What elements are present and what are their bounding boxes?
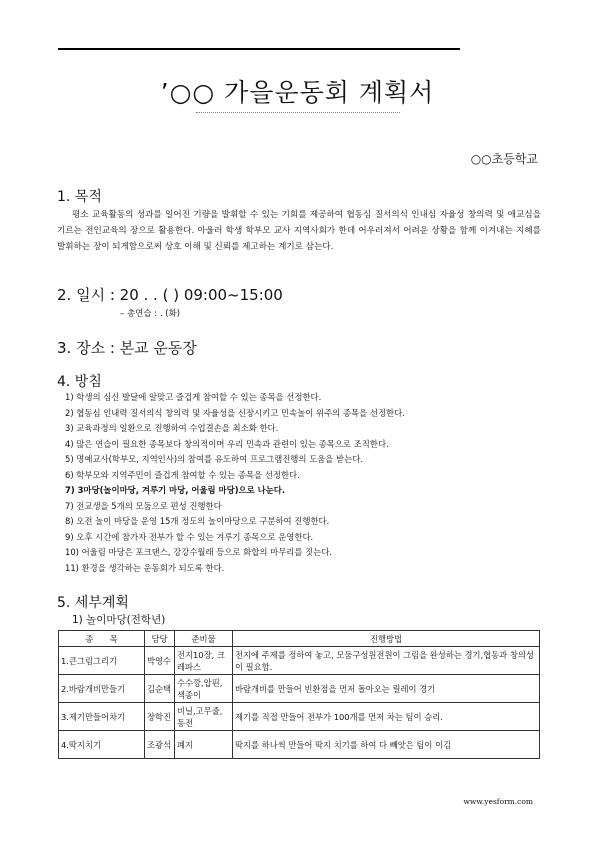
policy-item: 1) 학생의 심신 발달에 알맞고 즐겁게 참여할 수 있는 종목을 선정한다. — [65, 392, 322, 402]
school-name: ○○초등학교 — [470, 152, 538, 166]
column-header: 종 목 — [59, 631, 145, 647]
title-underline — [196, 112, 400, 113]
column-header: 진행방법 — [233, 631, 540, 647]
policy-item: 5) 명예교사(학부모, 지역인사)의 참여를 유도하여 프로그램진행의 도움을 받는다. — [65, 454, 363, 464]
table-row — [59, 647, 540, 675]
method-cell: 바람개비를 만들어 빈환점을 먼저 돌아오는 릴레이 경기 — [233, 675, 540, 703]
policy-item: 7) 전교생을 5개의 모둠으로 편성 진행한다 — [65, 500, 222, 511]
table-row — [59, 703, 540, 731]
date-heading: 2. 일시 : 20 . . ( ) 09:00~15:00 — [57, 286, 283, 304]
event-cell: 1.큰그림그리기 — [59, 647, 145, 675]
method-cell: 제기를 직접 만들어 전부가 100개를 먼저 차는 팀이 승리. — [233, 703, 540, 731]
method-cell: 전지에 주제를 정하여 놓고, 모둠구성원전원이 그림을 완성하는 경기,협동과 창의성이 필요함. — [233, 647, 540, 675]
teacher-cell: 조광석 — [145, 731, 175, 759]
policy-item: 4) 많은 연습이 필요한 종목보다 창의적이며 우리 민속과 관련이 있는 종목으로 조직한다. — [65, 438, 389, 449]
policy-item: 11) 환경을 생각하는 운동회가 되도록 한다. — [65, 562, 225, 573]
policy-item: 2) 협동심 인내력 질서의식 창의력 및 자율성을 신장시키고 민속놀이 위주의 종목을 선정한다. — [65, 407, 405, 418]
column-header: 준비물 — [175, 631, 233, 647]
rehearsal-note: – 총연습 : . (화) — [120, 309, 181, 319]
table-row — [59, 731, 540, 759]
policy-item: 3) 교육과정의 일환으로 진행하여 수업결손을 최소화 한다. — [65, 423, 279, 433]
detail-heading: 5. 세부계획 — [57, 595, 129, 611]
table-header-row — [59, 631, 540, 647]
purpose-heading: 1. 목적 — [57, 189, 102, 205]
teacher-cell: 장학진 — [145, 703, 175, 731]
place-heading: 3. 장소 : 본교 운동장 — [57, 339, 197, 357]
teacher-cell: 박영수 — [145, 647, 175, 675]
event-cell: 3.제기만들어차기 — [59, 703, 145, 731]
supplies-cell: 비닐,고무줄, 동전 — [175, 703, 233, 731]
event-cell: 2.바람개비만들기 — [59, 675, 145, 703]
supplies-cell: 전지10장, 크레파스 — [175, 647, 233, 675]
supplies-cell: 폐지 — [175, 731, 233, 759]
column-header: 담당 — [145, 631, 175, 647]
supplies-cell: 수수깡,압핀, 색종이 — [175, 675, 233, 703]
teacher-cell: 김순택 — [145, 675, 175, 703]
purpose-text: 평소 교육활동의 성과를 일어진 기량을 발휘할 수 있는 기회를 제공하여 협동심 질서의식 인내심 자율성 창의력 및 애교심을 기르는 전인교육의 장으로 활용한다. 아울러 학생 학부모 교사 지역사회가 한데 어우러져서 어려운 상황을 함께 이겨내는 지혜를 발휘하는 장이 되게함으로써 상호 이해 및 신뢰를 제고하는 계기로 삼는다. — [57, 210, 541, 252]
method-cell: 딱지를 하나씩 만들어 딱지 치기를 하여 다 빼앗은 팀이 이김 — [233, 731, 540, 759]
event-cell: 4.딱지치기 — [59, 731, 145, 759]
footer-url: www.yesform.com — [463, 797, 533, 806]
detail-subheading: 1) 놀이마당(전학년) — [72, 614, 166, 626]
policy-item: 9) 오후 시간에 참가자 전부가 할 수 있는 겨루기 종목으로 운영한다. — [65, 531, 314, 542]
policy-list — [65, 390, 405, 576]
policy-item: 10) 어울림 마당은 포크댄스, 강강수월래 등으로 화합의 마무리를 짓는다. — [65, 547, 333, 557]
top-rule — [58, 48, 460, 50]
document-title: ’○○ 가을운동회 계획서 — [160, 78, 435, 107]
table-row — [59, 675, 540, 703]
play-zone-table — [58, 630, 540, 759]
policy-item: 7) 3마당(놀이마당, 겨루기 마당, 어울림 마당)으로 나눈다. — [65, 485, 286, 495]
policy-heading: 4. 방침 — [57, 374, 102, 390]
policy-item: 6) 학부모와 지역주민이 즐겁게 참여할 수 있는 종목을 선정한다. — [65, 469, 300, 480]
policy-item: 8) 오전 놀이 마당을 운영 15개 정도의 놀이마당으로 구분하여 진행한다. — [65, 516, 330, 526]
